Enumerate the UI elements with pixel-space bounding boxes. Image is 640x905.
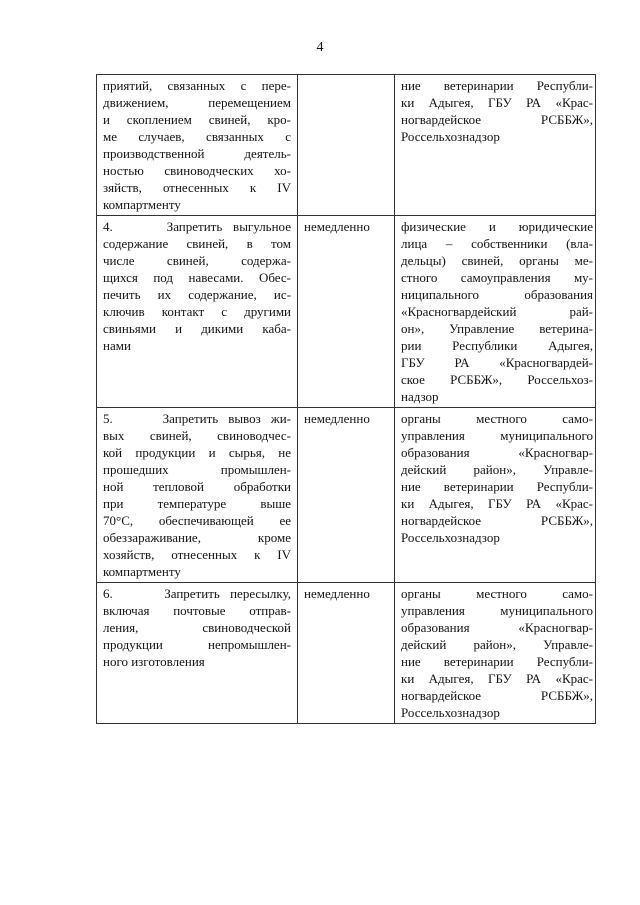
text-line: ностью свиноводческих хо- — [103, 163, 291, 178]
measure-cell — [97, 216, 298, 408]
text-line: Россельхознадзор — [401, 530, 500, 545]
text-line: 4. Запретить выгульное — [103, 219, 291, 234]
text-line: лица – собственники (вла- — [401, 236, 593, 251]
text-line: органы местного само- — [401, 411, 593, 426]
text-line: ки Адыгея, ГБУ РА «Крас- — [401, 671, 593, 686]
measures-table — [96, 74, 596, 724]
text-line: ления, свиноводческой — [103, 620, 291, 635]
text-line: ГБУ РА «Красногвардей- — [401, 355, 593, 370]
text-line: образования «Красногвар- — [401, 445, 593, 460]
text-line: ние ветеринарии Республи- — [401, 78, 593, 93]
text-line: прошедших промышлен- — [103, 462, 291, 477]
text-line: ной тепловой обработки — [103, 479, 291, 494]
text-line: органы местного само- — [401, 586, 593, 601]
text-line: и скоплением свиней, кро- — [103, 112, 291, 127]
text-line: ме случаев, связанных с — [103, 129, 291, 144]
text-line: дельцы) свиней, органы ме- — [401, 253, 593, 268]
measure-cell — [97, 75, 298, 216]
deadline-cell — [298, 75, 395, 216]
responsible-cell — [395, 408, 596, 583]
text-line: при температуре выше — [103, 496, 291, 511]
text-line: ки Адыгея, ГБУ РА «Крас- — [401, 496, 593, 511]
table-row — [97, 75, 596, 216]
text-line: физические и юридические — [401, 219, 593, 234]
text-line: ки Адыгея, ГБУ РА «Крас- — [401, 95, 593, 110]
responsible-cell — [395, 75, 596, 216]
text-line: нами — [103, 338, 131, 353]
text-line: хозяйств, отнесенных к IV — [103, 547, 291, 562]
text-line: движением, перемещением — [103, 95, 291, 110]
text-line: щихся под навесами. Обес- — [103, 270, 291, 285]
text-line: ское РСББЖ», Россельхоз- — [401, 372, 593, 387]
text-line: надзор — [401, 389, 439, 404]
text-line: дейский район», Управле- — [401, 637, 593, 652]
text-line: ногвардейское РСББЖ», — [401, 688, 593, 703]
measure-cell — [97, 408, 298, 583]
text-line: ногвардейское РСББЖ», — [401, 112, 593, 127]
text-line: управления муниципального — [401, 603, 593, 618]
text-line: 6. Запретить пересылку, — [103, 586, 291, 601]
text-line: компартменту — [103, 564, 181, 579]
text-line: компартменту — [103, 197, 181, 212]
table-row — [97, 408, 596, 583]
text-line: 5. Запретить вывоз жи- — [103, 411, 291, 426]
text-line: продукции непромышлен- — [103, 637, 291, 652]
text-line: производственной деятель- — [103, 146, 291, 161]
measure-cell — [97, 583, 298, 724]
text-line: обеззараживание, кроме — [103, 530, 291, 545]
text-line: ного изготовления — [103, 654, 205, 669]
text-line: ниципального образования — [401, 287, 593, 302]
text-line: ние ветеринарии Республи- — [401, 654, 593, 669]
responsible-cell — [395, 216, 596, 408]
text-line: числе свиней, содержа- — [103, 253, 291, 268]
deadline-cell — [298, 583, 395, 724]
deadline-text: немедленно — [304, 411, 370, 426]
page-number: 4 — [316, 40, 324, 55]
table-row — [97, 216, 596, 408]
text-line: ние ветеринарии Республи- — [401, 479, 593, 494]
table-row — [97, 583, 596, 724]
text-line: ключив контакт с другими — [103, 304, 291, 319]
deadline-cell — [298, 216, 395, 408]
text-line: печить их содержание, ис- — [103, 287, 291, 302]
text-line: свиньями и дикими каба- — [103, 321, 291, 336]
text-line: ногвардейское РСББЖ», — [401, 513, 593, 528]
text-line: стного самоуправления му- — [401, 270, 593, 285]
text-line: включая почтовые отправ- — [103, 603, 291, 618]
text-line: зяйств, отнесенных к IV — [103, 180, 291, 195]
text-line: содержание свиней, в том — [103, 236, 291, 251]
text-line: «Красногвардейский рай- — [401, 304, 593, 319]
text-line: рии Республики Адыгея, — [401, 338, 593, 353]
text-line: он», Управление ветерина- — [401, 321, 593, 336]
responsible-cell — [395, 583, 596, 724]
text-line: Россельхознадзор — [401, 705, 500, 720]
text-line: кой продукции и сырья, не — [103, 445, 291, 460]
deadline-text: немедленно — [304, 586, 370, 601]
text-line: дейский район», Управле- — [401, 462, 593, 477]
text-line: вых свиней, свиноводчес- — [103, 428, 291, 443]
text-line: управления муниципального — [401, 428, 593, 443]
text-line: Россельхознадзор — [401, 129, 500, 144]
text-line: образования «Красногвар- — [401, 620, 593, 635]
text-line: 70°С, обеспечивающей ее — [103, 513, 291, 528]
deadline-cell — [298, 408, 395, 583]
text-line: приятий, связанных с пере- — [103, 78, 291, 93]
deadline-text: немедленно — [304, 219, 370, 234]
